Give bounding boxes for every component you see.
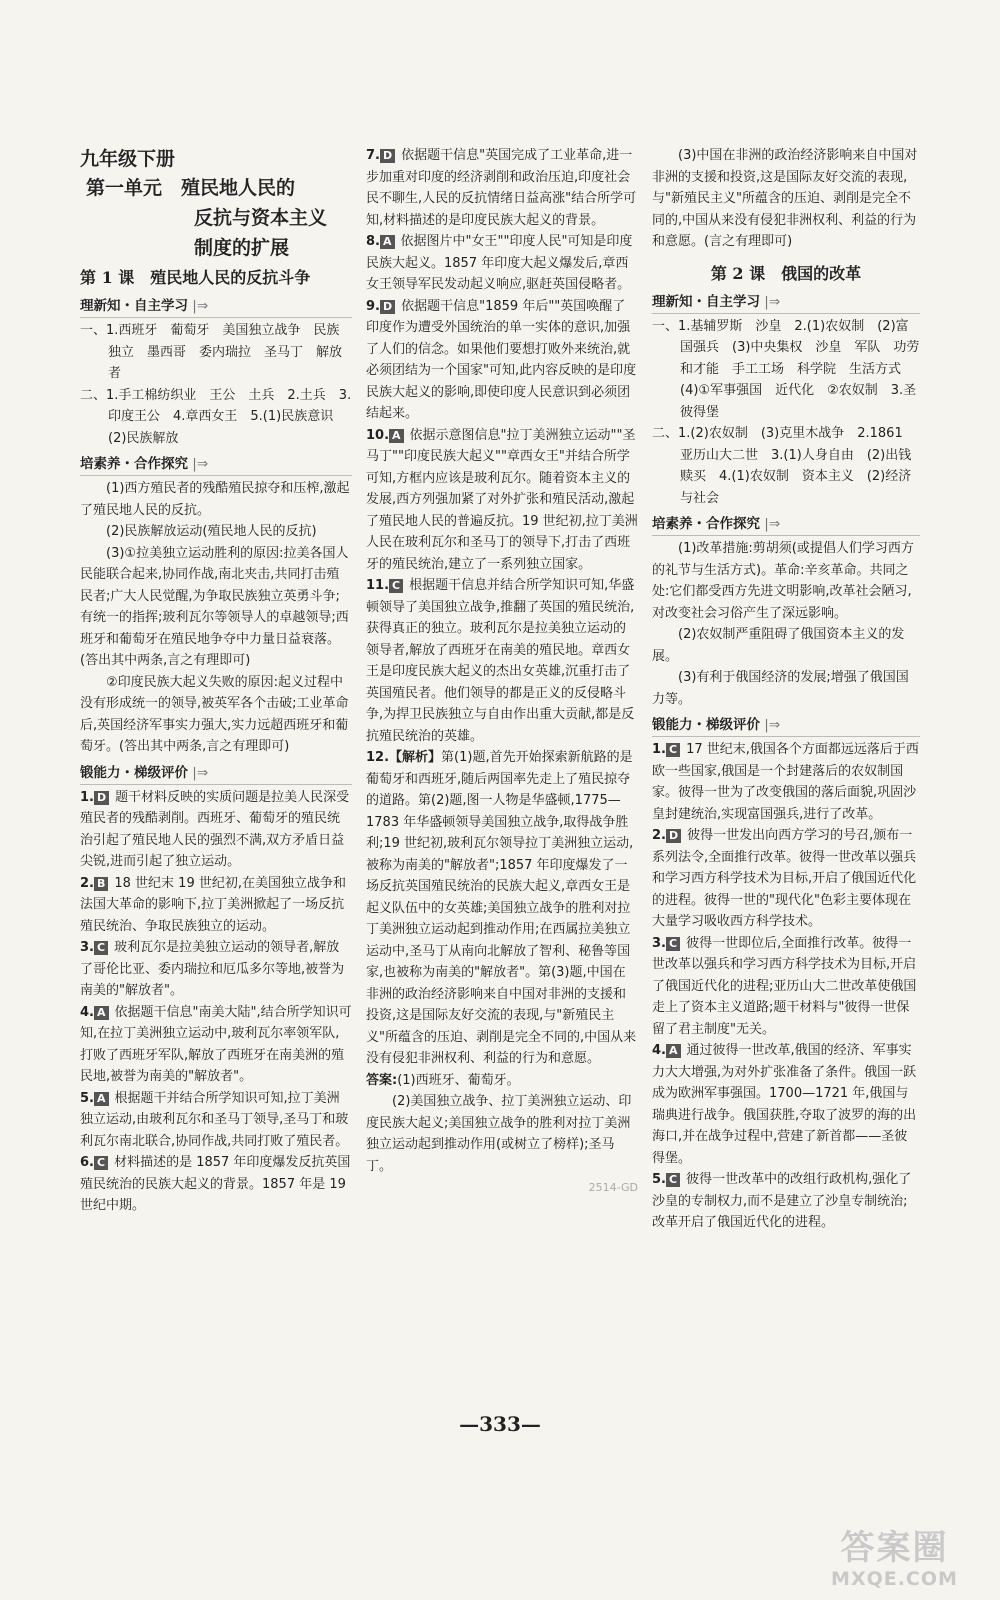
section-heading: 锻能力・梯级评价 |⇒ bbox=[652, 714, 920, 737]
answer-paragraph: ②印度民族大起义失败的原因:起义过程中没有形成统一的领导,被英军各个击破;工业革命后,英国经济军事实力强大,实力远超西班牙和葡萄牙。(答出其中两条,言之有理即可) bbox=[80, 674, 349, 754]
question-answer: 6. C 材料描述的是 1857 年印度爆发反抗英国殖民统治的民族大起义的背景。1857 年是 19 世纪中期。 bbox=[80, 1155, 351, 1213]
answer-mark: D bbox=[666, 829, 681, 843]
question-answer: 10. A 依据示意图信息"拉丁美洲独立运动""圣马丁""印度民族大起义""章西女王"并结合所学可知,方框内应该是玻利瓦尔。随着资本主义的发展,西方列强加紧了对外扩张和殖民活动,激起了殖民地人民的普遍反抗。19 世纪初,拉丁美洲人民在玻利瓦尔和圣马丁的领导下,打击了西班牙的殖民统治,建立了一系列独立国家。 bbox=[366, 427, 638, 572]
answer-paragraph: (1)西方殖民者的残酷殖民掠夺和压榨,激起了殖民地人民的反抗。 bbox=[80, 481, 350, 518]
answer-mark: C bbox=[666, 743, 680, 757]
analysis-label: 【解析】 bbox=[389, 750, 442, 765]
answer-mark: A bbox=[94, 1006, 109, 1020]
page-code: 2514-GD bbox=[588, 1181, 638, 1194]
lesson-title: 第 2 课 俄国的改革 bbox=[710, 263, 862, 283]
answer-mark: D bbox=[380, 300, 395, 314]
answer-mark: A bbox=[389, 429, 404, 443]
question-answer: 11. C 根据题干信息并结合所学知识可知,华盛顿领导了美国独立战争,推翻了英国的殖民统治,获得真正的独立。玻利瓦尔是拉美独立运动的领导者,解放了西班牙在南美的殖民地。章西女王是印度民族大起义的杰出女英雄,沉重打击了英国殖民者。他们领导的都是正义的反侵略斗争,为捍卫民族独立与自由作出重大贡献,都是反抗殖民统治的英雄。 bbox=[366, 578, 635, 744]
watermark-logo: 答案圈 MXQE.COM bbox=[831, 1528, 958, 1590]
section-heading: 培素养・合作探究 |⇒ bbox=[80, 453, 352, 476]
answer-paragraph: (1)改革措施:剪胡须(或提倡人们学习西方的礼节与生活方式)。革命:辛亥革命。共同之处:它们都受西方先进文明影响,改革社会陋习,对改变社会习俗产生了深远影响。 bbox=[652, 541, 914, 621]
unit-title: 第一单元 殖民地人民的 反抗与资本主义 制度的扩展 bbox=[86, 177, 328, 259]
answer-paragraph: 一、1.基辅罗斯 沙皇 2.(1)农奴制 (2)富国强兵 (3)中央集权 沙皇 军队 功劳和才能 手工工场 科学院 生活方式 (4)①军事强国 近代化 ②农奴制 3.圣彼得堡 bbox=[652, 318, 920, 420]
answer-mark: A bbox=[666, 1044, 681, 1058]
answer-mark: A bbox=[94, 1092, 109, 1106]
answer-paragraph: (3)有利于俄国经济的发展;增强了俄国国力等。 bbox=[652, 670, 909, 707]
answer-mark: C bbox=[94, 941, 108, 955]
section-heading: 理新知・自主学习 |⇒ bbox=[80, 295, 352, 318]
answer-mark: C bbox=[666, 937, 680, 951]
question-answer: 4. A 依据题干信息"南美大陆",结合所学知识可知,在拉丁美洲独立运动中,玻利瓦尔率领军队,打败了西班牙军队,解放了西班牙在南美洲的殖民地,被誉为南美的"解放者"。 bbox=[80, 1004, 352, 1084]
grade-heading: 九年级下册 bbox=[80, 148, 176, 170]
question-answer: 5. A 根据题干并结合所学知识可知,拉丁美洲独立运动,由玻利瓦尔和圣马丁领导,圣马丁和玻利瓦尔南北联合,协同作战,共同打败了殖民者。 bbox=[80, 1090, 349, 1149]
section-heading: 理新知・自主学习 |⇒ bbox=[652, 291, 920, 314]
answer-paragraph: (3)①拉美独立运动胜利的原因:拉美各国人民能联合起来,协同作战,南北夹击,共同打击殖民者;广大人民觉醒,为争取民族独立英勇斗争;有统一的指挥;玻利瓦尔等领导人的卓越领导;西班牙和葡萄牙在殖民地争夺中力量日益衰落。(答出其中两条,言之有理即可) bbox=[80, 545, 349, 668]
question-answer: 7. D 依据题干信息"英国完成了工业革命,进一步加重对印度的经济剥削和政治压迫,印度社会民不聊生,人民的反抗情绪日益高涨"结合所学可知,材料描述的是印度民族大起义的背景。 bbox=[366, 148, 637, 228]
question-answer: 1. C 17 世纪末,俄国各个方面都远远落后于西欧一些国家,俄国是一个封建落后的农奴制国家。彼得一世为了改变俄国的落后面貌,巩固沙皇封建统治,实现富国强兵,进行了改革。 bbox=[652, 742, 919, 822]
question-answer: 1. D 题干材料反映的实质问题是拉美人民深受殖民者的残酷剥削。西班牙、葡萄牙的殖民统治引起了殖民地人民的强烈不满,双方矛盾日益尖锐,进而引起了独立运动。 bbox=[80, 789, 350, 869]
answer-paragraph: (2)农奴制严重阻碍了俄国资本主义的发展。 bbox=[652, 627, 905, 664]
section-heading: 锻能力・梯级评价 |⇒ bbox=[80, 762, 352, 785]
column-left bbox=[80, 145, 352, 1217]
question-answer: 2. B 18 世纪末 19 世纪初,在美国独立战争和法国大革命的影响下,拉丁美洲掀起了一场反抗殖民统治、争取民族独立的运动。 bbox=[80, 875, 346, 934]
question-answer: 4. A 通过彼得一世改革,俄国的经济、军事实力大大增强,为对外扩张准备了条件。俄国一跃成为欧洲军事强国。1700—1721 年,俄国与瑞典进行战争。俄国获胜,夺取了波罗的海的出海口,并在战争过程中,营建了新首都——圣彼得堡。 bbox=[652, 1043, 917, 1166]
question-answer: 3. C 彼得一世即位后,全面推行改革。彼得一世改革以强兵和学习西方科学技术为目标,开启了俄国近代化的进程;亚历山大二世改革使俄国走上了资本主义道路;题干材料与"彼得一世保留了君主制度"无关。 bbox=[652, 935, 917, 1037]
question-answer: 2. D 彼得一世发出向西方学习的号召,颁布一系列法令,全面推行改革。彼得一世改革以强兵和学习西方科学技术为目标,开启了俄国近代化的进程。彼得一世的"现代化"色彩主要体现在大量学习吸收西方科学技术。 bbox=[652, 828, 917, 929]
answer-paragraph: 一、1.西班牙 葡萄牙 美国独立战争 民族独立 墨西哥 委内瑞拉 圣马丁 解放者 bbox=[80, 323, 343, 381]
answer-mark: C bbox=[666, 1173, 680, 1187]
column-middle bbox=[366, 145, 638, 1199]
question-answer: 3. C 玻利瓦尔是拉美独立运动的领导者,解放了哥伦比亚、委内瑞拉和厄瓜多尔等地,被誉为南美的"解放者"。 bbox=[80, 940, 345, 998]
question-answer: 9. D 依据题干信息"1859 年后""英国唤醒了印度作为遭受外国统治的单一实体的意识,加强了人们的信念。如果他们要想打败外来统治,就必须团结为一个国家"可知,此内容反映的是印度民族大起义的影响,即使印度人民意识到必须团结起来。 bbox=[366, 298, 637, 421]
section-heading: 培素养・合作探究 |⇒ bbox=[652, 513, 920, 536]
lesson-title: 第 1 课 殖民地人民的反抗斗争 bbox=[80, 268, 311, 287]
question-answer: 8. A 依据图片中"女王""印度人民"可知是印度民族大起义。1857 年印度大起义爆发后,章西女王领导军民发动起义响应,驱赶英国侵略者。 bbox=[366, 234, 633, 292]
column-right bbox=[652, 145, 920, 1234]
answer-paragraph: (2)美国独立战争、拉丁美洲独立运动、印度民族大起义;美国独立战争的胜利对拉丁美洲独立运动起到推动作用(或树立了榜样);圣马丁。 bbox=[366, 1094, 632, 1174]
answer-mark: B bbox=[94, 877, 108, 891]
page-number: —333— bbox=[459, 1412, 541, 1436]
answer-paragraph: 二、1.手工棉纺织业 王公 土兵 2.土兵 3.印度王公 4.章西女王 5.(1)民族意识 (2)民族解放 bbox=[80, 387, 352, 446]
answer-paragraph: (3)中国在非洲的政治经济影响来自中国对非洲的支援和投资,这是国际友好交流的表现,与"新殖民主义"所蕴含的压迫、剥削是完全不同的,中国从来没有侵犯非洲权利、利益的行为和意愿。(言之有理即可) bbox=[652, 148, 918, 249]
answer-label: 答案:(1)西班牙、葡萄牙。 bbox=[366, 1072, 520, 1088]
answer-mark: D bbox=[94, 791, 109, 805]
answer-paragraph: 二、1.(2)农奴制 (3)克里木战争 2.1861 亚历山大二世 3.(1)人身自由 (2)出钱赎买 4.(1)农奴制 资本主义 (2)经济与社会 bbox=[652, 426, 916, 506]
answer-mark: C bbox=[389, 579, 403, 593]
answer-mark: C bbox=[94, 1156, 108, 1170]
answer-mark: D bbox=[380, 149, 395, 163]
answer-paragraph: (2)民族解放运动(殖民地人民的反抗) bbox=[106, 524, 317, 539]
question-answer: 12.【解析】第(1)题,首先开始探索新航路的是葡萄牙和西班牙,随后两国率先走上了殖民掠夺的道路。第(2)题,图一人物是华盛顿,1775—1783 年华盛顿领导美国独立战争,取得战争胜利;19 世纪初,玻利瓦尔领导拉丁美洲独立运动,被称为南美的"解放者";1857 年印度爆发了一场反抗英国殖民统治的民族大起义,章西女王是起义队伍中的女英雄;美国独立战争的胜利对拉丁美洲独立运动起到推动作用;在西属拉美独立运动中,圣马丁从南向北解放了智利、秘鲁等国家,也被称为南美的"解放者"。第(3)题,中国在非洲的政治经济影响来自中国对非洲的支援和投资,这是国际友好交流的表现,与"新殖民主义"所蕴含的压迫、剥削是完全不同的,中国从来没有侵犯非洲权利、利益的行为和意愿。 bbox=[366, 750, 637, 1066]
answer-mark: A bbox=[380, 235, 395, 249]
question-answer: 5. C 彼得一世改革中的改组行政机构,强化了沙皇的专制权力,而不是建立了沙皇专制统治;改革开启了俄国近代化的进程。 bbox=[652, 1172, 912, 1230]
